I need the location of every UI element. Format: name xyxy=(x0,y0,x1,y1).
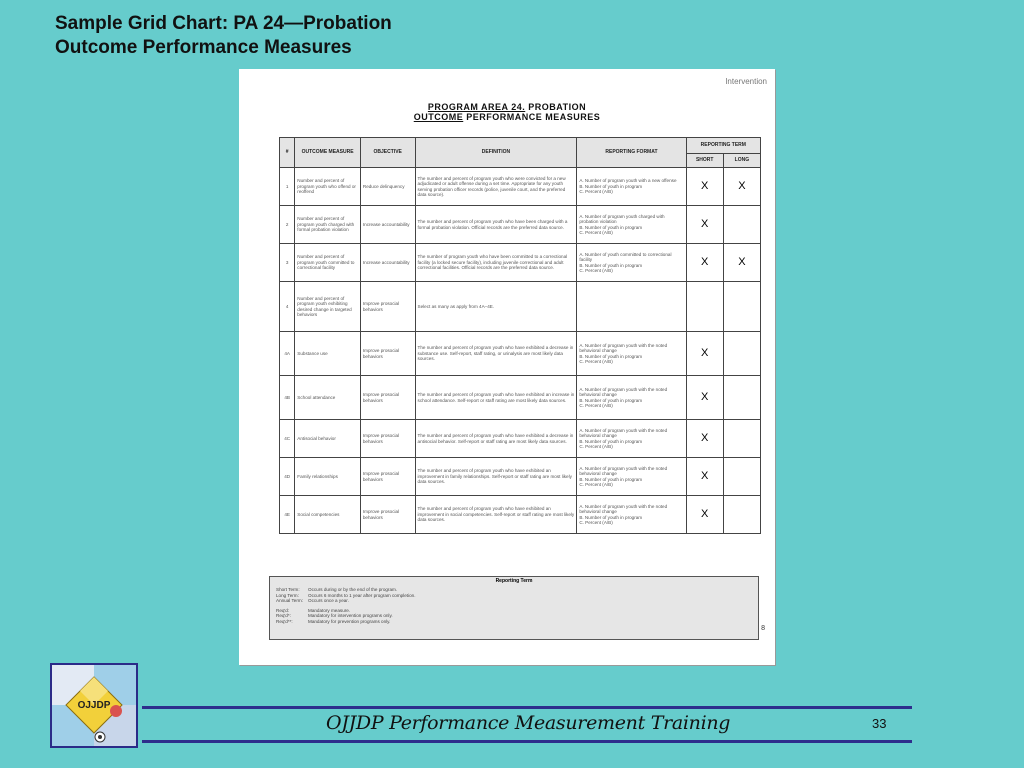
legend-key: Short Term: xyxy=(276,587,300,592)
legend-item xyxy=(276,619,416,625)
slide-page-number: 33 xyxy=(872,716,887,731)
cell-objective: Improve prosocial behaviors xyxy=(360,496,415,534)
slide-title-line-1: Sample Grid Chart: PA 24—Probation xyxy=(55,13,392,34)
cell-number: 4A xyxy=(280,332,295,376)
cell-term-short: X xyxy=(686,496,723,534)
doc-title-measures: PERFORMANCE MEASURES xyxy=(463,112,601,122)
reporting-format-line: B. Number of youth in program xyxy=(579,514,643,520)
legend-value: Mandatory for prevention programs only. xyxy=(308,618,391,624)
reporting-format-line: A. Number of youth committed to correctional facility xyxy=(579,251,672,263)
header-outcome-measure: OUTCOME MEASURE xyxy=(295,138,361,168)
table-row xyxy=(280,420,761,458)
cell-reporting-format xyxy=(577,420,686,458)
table-row xyxy=(280,282,761,332)
reporting-format-line: C. Percent (A/B) xyxy=(579,402,613,408)
cell-outcome-measure: Number and percent of program youth exhibiting desired change in targeted behaviors xyxy=(295,282,361,332)
reporting-format-line: B. Number of youth in program xyxy=(579,224,643,230)
reporting-format-line: C. Percent (A/B) xyxy=(579,481,613,487)
reporting-format-line: C. Percent (A/B) xyxy=(579,229,613,235)
cell-reporting-format xyxy=(577,244,686,282)
header-reporting-format: REPORTING FORMAT xyxy=(577,138,686,168)
cell-objective: Improve prosocial behaviors xyxy=(360,376,415,420)
cell-term-short: X xyxy=(686,420,723,458)
cell-outcome-measure: Family relationships xyxy=(295,458,361,496)
legend-key: Annual Term: xyxy=(276,598,303,604)
cell-number: 1 xyxy=(280,168,295,206)
cell-reporting-format xyxy=(577,332,686,376)
header-number: # xyxy=(280,138,295,168)
cell-outcome-measure: Substance use xyxy=(295,332,361,376)
cell-objective: Increase accountability xyxy=(360,206,415,244)
reporting-format-line: B. Number of youth in program xyxy=(579,476,643,482)
cell-objective: Reduce delinquency xyxy=(360,168,415,206)
cell-definition: The number and percent of program youth who were convicted for a new adjudicated or adult offense during a set time. Appropriate for any youth serving probation officer records (police, juvenile court, and the preferred data source). xyxy=(415,168,577,206)
legend-key: Long Term: xyxy=(276,592,299,598)
reporting-format-line: C. Percent (A/B) xyxy=(579,519,613,525)
cell-definition: The number and percent of program youth who have been charged with a formal probation violation. Official records are the preferred data source. xyxy=(415,206,577,244)
cell-term-short: X xyxy=(686,206,723,244)
table-row xyxy=(280,244,761,282)
reporting-format-line: A. Number of program youth with the noted behavioral change xyxy=(579,427,668,439)
cell-term-short: X xyxy=(686,244,723,282)
cell-number: 3 xyxy=(280,244,295,282)
slide-title xyxy=(55,12,392,60)
cell-number: 4 xyxy=(280,282,295,332)
cell-reporting-format xyxy=(577,376,686,420)
legend-key: Req'd*: xyxy=(276,613,291,619)
reporting-format-line: C. Percent (A/B) xyxy=(579,443,613,449)
reporting-format-line: A. Number of program youth with a new offense xyxy=(579,178,677,184)
cell-outcome-measure: School attendance xyxy=(295,376,361,420)
doc-title-probation: PROBATION xyxy=(525,102,587,112)
cell-outcome-measure: Number and percent of program youth charged with formal probation violation xyxy=(295,206,361,244)
cell-outcome-measure: Number and percent of program youth who offend or reoffend xyxy=(295,168,361,206)
ojjdp-logo xyxy=(50,663,138,748)
legend-heading: Reporting Term xyxy=(495,578,533,584)
cell-number: 2 xyxy=(280,206,295,244)
cell-reporting-format xyxy=(577,496,686,534)
reporting-format-line: B. Number of youth in program xyxy=(579,353,643,359)
cell-definition: Select as many as apply from 4A–4E. xyxy=(415,282,577,332)
document-corner-label: Intervention xyxy=(725,77,767,86)
reporting-format-line: B. Number of youth in program xyxy=(579,438,643,444)
cell-outcome-measure: Number and percent of program youth committed to correctional facility xyxy=(295,244,361,282)
doc-title-program-area: PROGRAM AREA 24. xyxy=(427,102,526,112)
cell-term-long xyxy=(723,206,760,244)
table-row xyxy=(280,376,761,420)
cell-term-long xyxy=(723,332,760,376)
table-row xyxy=(280,168,761,206)
header-reporting-term: REPORTING TERM xyxy=(686,138,760,154)
cell-outcome-measure: Social competencies xyxy=(295,496,361,534)
reporting-format-line: B. Number of youth in program xyxy=(579,183,643,189)
cell-term-long: X xyxy=(723,168,760,206)
reporting-format-line: A. Number of program youth with the noted behavioral change xyxy=(579,503,668,515)
cell-objective: Improve prosocial behaviors xyxy=(360,458,415,496)
footer-title: OJJDP Performance Measurement Training xyxy=(326,712,731,734)
cell-objective: Improve prosocial behaviors xyxy=(360,420,415,458)
cell-term-long xyxy=(723,282,760,332)
legend-value: Occurs once a year. xyxy=(308,598,349,604)
table-row xyxy=(280,332,761,376)
cell-objective: Improve prosocial behaviors xyxy=(360,282,415,332)
table-row xyxy=(280,206,761,244)
cell-number: 4D xyxy=(280,458,295,496)
document-title xyxy=(239,102,775,122)
cell-reporting-format xyxy=(577,282,686,332)
performance-measures-table xyxy=(279,137,761,534)
document-page-number: 8 xyxy=(761,625,765,632)
cell-definition: The number and percent of program youth who have exhibited an increase in school attendance. Self-report or staff rating are most likely data sources. xyxy=(415,376,577,420)
cell-definition: The number and percent of program youth who have exhibited an improvement in family relationships. Self-report or staff rating are most likely data sources. xyxy=(415,458,577,496)
cell-reporting-format xyxy=(577,206,686,244)
cell-definition: The number and percent of program youth who have exhibited a decrease in substance use. Self-report, staff rating, or urinalysis are most likely data sources. xyxy=(415,332,577,376)
cell-number: 4E xyxy=(280,496,295,534)
cell-term-long: X xyxy=(723,244,760,282)
cell-term-long xyxy=(723,376,760,420)
reporting-format-line: A. Number of program youth with the noted behavioral change xyxy=(579,465,668,477)
cell-term-short: X xyxy=(686,168,723,206)
legend-value: Occurs 6 months to 1 year after program completion. xyxy=(308,592,416,598)
header-short: SHORT xyxy=(686,154,723,168)
reporting-format-line: A. Number of program youth with the noted behavioral change xyxy=(579,342,668,354)
cell-term-short: X xyxy=(686,458,723,496)
cell-definition: The number of program youth who have been committed to a correctional facility (a locked secure facility), including juvenile correctional and adult correctional facilities. Official records are the preferred data source. xyxy=(415,244,577,282)
cell-definition: The number and percent of program youth who have exhibited a decrease in antisocial behavior. Self-report or staff rating are most likely data sources. xyxy=(415,420,577,458)
legend-value: Mandatory for intervention programs only. xyxy=(308,613,393,619)
cell-number: 4B xyxy=(280,376,295,420)
table-row xyxy=(280,458,761,496)
cell-term-short: X xyxy=(686,376,723,420)
reporting-format-line: A. Number of program youth charged with probation violation xyxy=(579,213,665,225)
header-long: LONG xyxy=(723,154,760,168)
table-row xyxy=(280,496,761,534)
cell-reporting-format xyxy=(577,458,686,496)
footer-rule-top xyxy=(142,706,912,709)
reporting-format-line: C. Percent (A/B) xyxy=(579,189,613,195)
slide-title-line-2: Outcome Performance Measures xyxy=(55,37,352,58)
header-objective: OBJECTIVE xyxy=(360,138,415,168)
reporting-format-line: B. Number of youth in program xyxy=(579,397,643,403)
logo-wordmark: OJJDP xyxy=(77,700,111,711)
legend-key: Req'd: xyxy=(276,607,290,613)
cell-reporting-format xyxy=(577,168,686,206)
cell-term-short xyxy=(686,282,723,332)
legend-value: Occurs during or by the end of the program. xyxy=(308,587,398,592)
cell-definition: The number and percent of program youth who have exhibited an improvement in social competencies. Self-report or staff rating are most likely data sources. xyxy=(415,496,577,534)
reporting-format-line: B. Number of youth in program xyxy=(579,262,643,268)
reporting-format-line: C. Percent (A/B) xyxy=(579,267,613,273)
cell-term-long xyxy=(723,458,760,496)
ojjdp-logo-graphic xyxy=(52,665,136,746)
footer-rule-bottom xyxy=(142,740,912,743)
header-definition: DEFINITION xyxy=(415,138,577,168)
cell-number: 4C xyxy=(280,420,295,458)
cell-outcome-measure: Antisocial behavior xyxy=(295,420,361,458)
cell-term-long xyxy=(723,420,760,458)
legend-value: Mandatory measure. xyxy=(308,607,351,613)
document-image xyxy=(239,69,775,665)
cell-objective: Improve prosocial behaviors xyxy=(360,332,415,376)
reporting-format-line: A. Number of program youth with the noted behavioral change xyxy=(579,386,668,398)
doc-title-outcome: OUTCOME xyxy=(413,112,464,122)
cell-objective: Increase accountability xyxy=(360,244,415,282)
reporting-format-line: C. Percent (A/B) xyxy=(579,358,613,364)
cell-term-short: X xyxy=(686,332,723,376)
reporting-term-legend xyxy=(269,576,759,640)
cell-term-long xyxy=(723,496,760,534)
legend-key: Req'd**: xyxy=(276,618,293,624)
